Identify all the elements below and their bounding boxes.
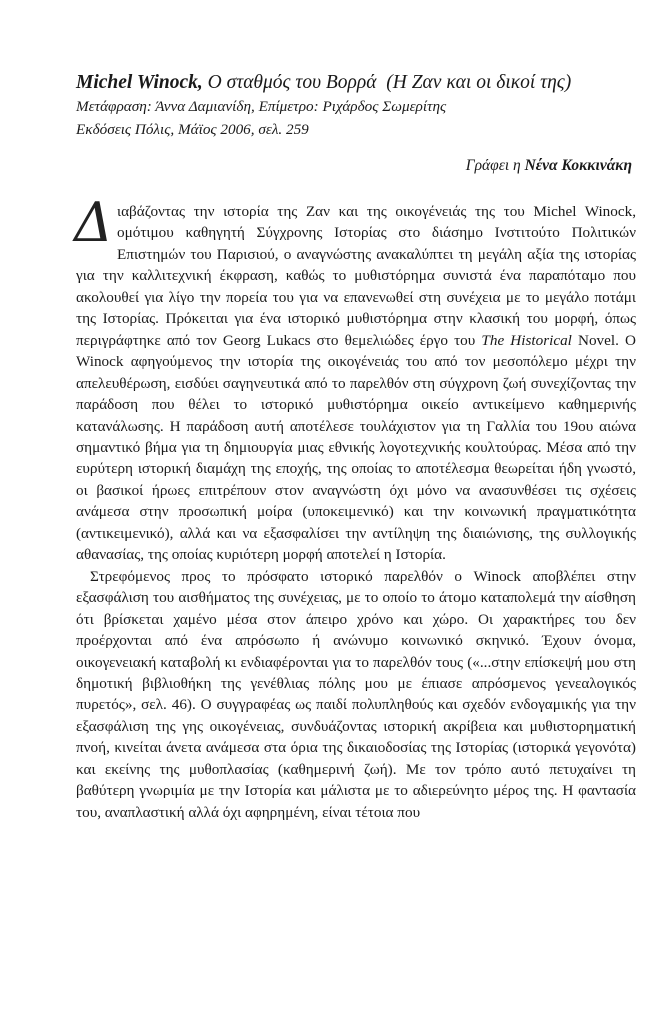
book-subtitle: (Η Ζαν και οι δικοί της) xyxy=(386,72,572,93)
paragraph-1-part-b: Novel. Ο Winock αφηγούμενος την ιστορία της οικογένειάς του από τον μεσοπόλεμο μέχρι την απελευθέρωση, εισδύει σαγηνευτικά από το παρελθόν στη σύγχρονη ζωή συνεχίζοντας την παράδοση που θέλει το ιστορικό μυθιστόρημα οικείο αντικείμενο καθημερινής κατανάλωσης. Η παράδοση αυτή αποτέλεσε τουλάχιστον για τη Γαλλία του 19ου αιώνα σημαντικό βήμα για τη δημιουργία μιας εθνικής λογοτεχνικής κουλτούρας. Μέσα από την ευρύτερη ιστορική διαμάχη της εποχής, της οποίας το αποτέλεσμα θεωρείται ήδη γνωστό, οι βασικοί ήρωες επιτρέπουν στον αναγνώστη όχι μόνο να ανασυνθέσει τις σχέσεις ανάμεσα στην προσωπική μοίρα (υποκειμενικό) και την κοινωνική πραγματικότητα (αντικειμενικό), αλλά και να εξασφαλίσει την αντίληψη της διαιώνισης, της συλλογικής αθανασίας, της οποίας κυριότερη μορφή αποτελεί η Ιστορία. xyxy=(76,331,636,564)
paragraph-2: Στρεφόμενος προς το πρόσφατο ιστορικό παρελθόν ο Winock αποβλέπει στην εξασφάλιση του αισθήματος της συνέχειας, με το οποίο το άτομο καταπολεμά την αίσθηση ότι βρίσκεται χαμένο μέσα στον άπειρο χρόνο και χώρο. Οι χαρακτήρες του δεν προέρχονται από ένα απρόσωπο ή ανώνυμο κοινωνικό σκηνικό. Έχουν όνομα, οικογενειακή καταβολή κι ενδιαφέρονται για το παρελθόν τους («...στην επίσκεψή μου στη δημοτική βιβλιοθήκη της γενέθλιας πόλης μου με έπιασε απρόσμενος γενεαλογικός πυρετός», σελ. 46). Ο συγγραφέας ως παιδί πολυπληθούς και σχεδόν ενδογαμικής για την εξασφάλιση της γης οικογένειας, συνδυάζοντας ιστορική ακρίβεια και μυθιστορηματική πνοή, κινείται άνετα ανάμεσα στα όρια της δικαιοδοσίας της Ιστορίας (ιστορικά γεγονότα) και εκείνης της μυθοπλασίας (καθημερινή ζωή). Με τον τρόπο αυτό πετυχαίνει τη βαθύτερη γνωριμία με την Ιστορία και μάλιστα με το αδιερεύνητο μέρος της. Η φαντασία του, αναπλαστική αλλά όχι αφηρημένη, είναι τέτοια που xyxy=(76,567,636,821)
byline xyxy=(76,155,636,177)
translation-info: Μετάφραση: Άννα Δαμιανίδη, Επίμετρο: Ριχάρδος Σωμερίτης xyxy=(76,98,447,115)
book-title: Ο σταθμός του Βορρά xyxy=(207,72,377,93)
paragraph-1-book-title: The Historical xyxy=(481,331,572,349)
drop-cap: Δ xyxy=(74,191,113,254)
review-page xyxy=(76,70,636,823)
review-body xyxy=(74,191,636,823)
book-author: Michel Winock, xyxy=(76,72,203,93)
publication-info: Εκδόσεις Πόλις, Μάϊος 2006, σελ. 259 xyxy=(76,121,309,138)
book-title-line xyxy=(76,70,636,95)
paragraph-1-part-a: ιαβάζοντας την ιστορία της Ζαν και της οικογένειάς της του Michel Winock, ομότιμου καθηγητή Σύγχρονης Ιστορίας στο διάσημο Ινστιτούτο Πολιτικών Επιστημών του Παρισιού, ο αναγνώστης ανακαλύπτει τη μεγάλη αξία της ιστορίας για την καλλιτεχνική έκφραση, καθώς το μυθιστόρημα συνιστά ένα παραπόταμο που ακολουθεί για λίγο την πορεία του για να επανενωθεί στη συνέχεια με το μεγάλο ποτάμι της Ιστορίας. Πρόκειται για ένα ιστορικό μυθιστόρημα στην κλασική του μορφή, όπως περιγράφτηκε από τον Georg Lukacs στο θεμελιώδες έργο του xyxy=(76,203,636,349)
byline-prefix: Γράφει η xyxy=(465,157,521,174)
byline-name: Νένα Κοκκινάκη xyxy=(524,157,632,174)
paragraph-1 xyxy=(74,191,636,566)
